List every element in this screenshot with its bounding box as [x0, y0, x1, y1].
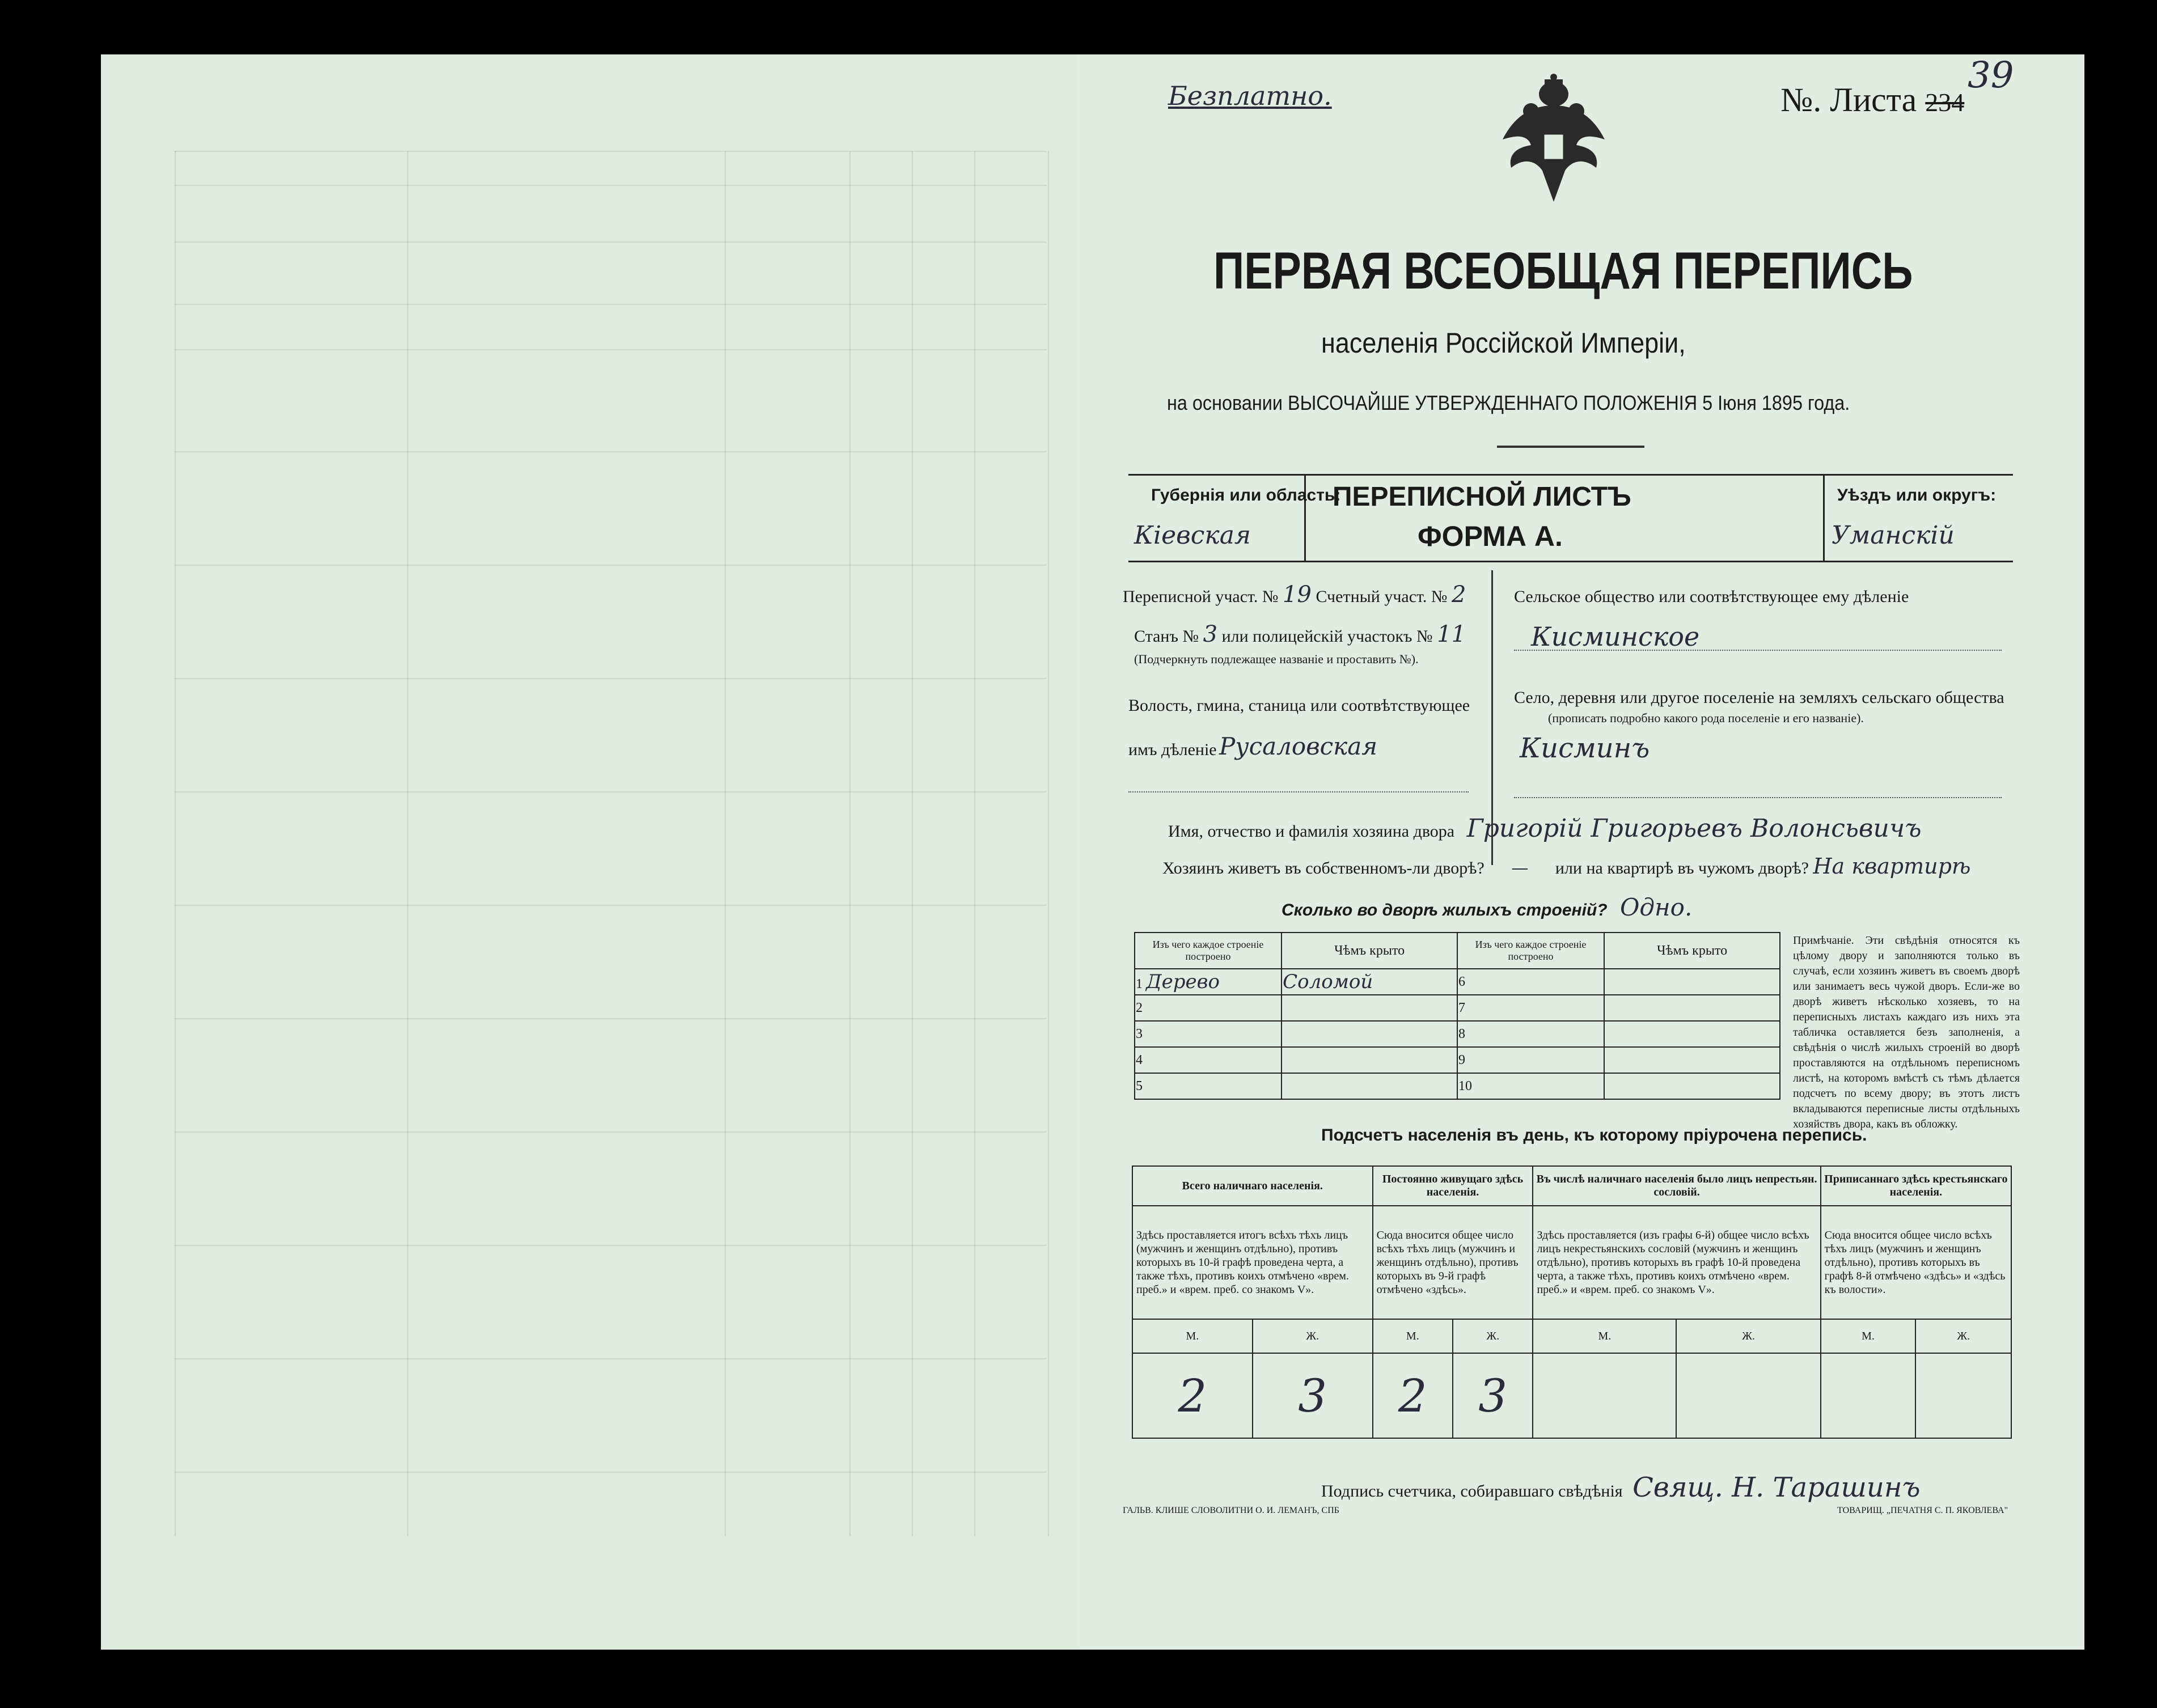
buildings-note: Примѣчаніе. Эти свѣдѣнія относятся къ цѣлому двору и заполняются только въ случаѣ, если хозяинъ живетъ въ своемъ дворѣ или занимаетъ весь чужой дворъ. Если-же во дворѣ живетъ нѣсколько хозяевъ, то на переписныхъ листахъ каждаго изъ нихъ эта табличка оставляется безъ заполненія, а свѣдѣнія о числѣ жилыхъ строеній во дворѣ проставляются на отдѣльномъ переписномъ листѣ, на которомъ вмѣстѣ съ тѣмъ дѣлается подсчетъ по всему двору; въ этотъ листъ вкладываются переписные листы отдѣльныхъ хозяйствъ двора, какъ въ обложку. — [1793, 934, 2020, 1130]
left-page-blank — [101, 54, 1088, 1650]
society-value: Кисминское — [1531, 621, 1700, 652]
ornament-divider — [1497, 446, 1644, 448]
printer-credit-right: ТОВАРИЩ. „ПЕЧАТНЯ С. П. ЯКОВЛЕВА" — [1837, 1506, 2008, 1515]
volost-label-2: имъ дѣленіе — [1128, 740, 1217, 759]
page-title: ПЕРВАЯ ВСЕОБЩАЯ ПЕРЕПИСЬ — [1213, 242, 1913, 300]
free-label: Безплатно. — [1168, 80, 1332, 111]
sheet-number-handwritten: 39 — [1968, 54, 2014, 96]
volost-value: Русаловская — [1219, 732, 1378, 760]
gubernia-value: Кіевская — [1134, 521, 1251, 550]
village-value: Кисминъ — [1520, 732, 1650, 764]
signature-field: Подпись счетчика, собиравшаго свѣдѣнія Свящ. Н. Тарашинъ — [1321, 1472, 1921, 1503]
sheet-number-label: №. Листа 234 — [1780, 81, 1965, 118]
form-title-line1: ПЕРЕПИСНОЙ ЛИСТЪ — [1333, 482, 1631, 512]
table-row: 5 10 — [1135, 1073, 1780, 1099]
volost-label: Волость, гмина, станица или соотвѣтствующее — [1128, 696, 1470, 715]
printer-credit-left: ГАЛЬВ. КЛИШЕ СЛОВОЛИТНИ О. И. ЛЕМАНЪ, СПБ — [1123, 1506, 1339, 1515]
owner-lives-field: Хозяинъ живетъ въ собственномъ-ли дворѣ? — или на квартирѣ въ чужомъ дворѣ? На квартирѣ — [1162, 854, 1971, 879]
population-table: Всего наличнаго населенія. Постоянно живущаго здѣсь населенія. Въ числѣ наличнаго населенія было лицъ непрестьян. сословій. Приписаннаго здѣсь крестьянскаго населенія. Здѣсь проставляется итогъ всѣхъ тѣхъ лицъ (мужчинъ и женщинъ отдѣльно), противъ которыхъ въ 10-й графѣ проведена черта, а также тѣхъ, противъ коихъ отмѣчено «врем. преб.» и «врем. преб. со знакомъ V». Сюда вносится общее число всѣхъ тѣхъ лицъ (мужчинъ и женщинъ отдѣльно), противъ которыхъ въ 9-й графѣ отмѣчено «здѣсь». Здѣсь проставляется (изъ графы 6-й) общее число всѣхъ лицъ некрестьянскихъ сословій (мужчинъ и женщинъ отдѣльно), противъ которыхъ въ графѣ 10-й проведена черта, а также тѣхъ, противъ коихъ отмѣчено «врем. преб.» и «врем. преб. со знакомъ V». Сюда вносится общее число всѣхъ тѣхъ лицъ (мужчинъ и женщинъ отдѣльно), противъ которыхъ въ графѣ 8-й отмѣчено «здѣсь» и «здѣсь къ волости». М. Ж. М. Ж. М. Ж. М. Ж. 2 3 2 3 — [1132, 1165, 2012, 1439]
uezd-label: Уѣздъ или округъ: — [1837, 486, 1997, 505]
form-header — [1128, 474, 2013, 562]
population-heading: Подсчетъ населенія въ день, къ которому пріурочена перепись. — [1321, 1126, 1867, 1145]
table-row: 2 7 — [1135, 995, 1780, 1021]
underline-note: (Подчеркнуть подлежащее названіе и проставить №). — [1134, 652, 1419, 666]
imperial-eagle-icon — [1497, 71, 1610, 213]
table-row: 1 Дерево Соломой 6 — [1135, 969, 1780, 995]
table-row: 3 8 — [1135, 1021, 1780, 1047]
table-row: 2 3 2 3 — [1132, 1353, 2011, 1438]
society-label: Сельское общество или соотвѣтствующее ему дѣленіе — [1514, 587, 1909, 606]
page-subtitle: населенія Россійской Имперіи, — [1321, 327, 1686, 359]
village-note: (прописать подробно какого рода поселеніе и его названіе). — [1548, 711, 1864, 725]
stan-field: Станъ № 3 или полицейскій участокъ № 11 — [1134, 621, 1466, 647]
legal-basis: на основании ВЫСОЧАЙШЕ УТВЕРЖДЕННАГО ПОЛОЖЕНІЯ 5 Іюня 1895 года. — [1167, 391, 1850, 414]
form-title-line2: ФОРМА А. — [1418, 520, 1563, 552]
uezd-value: Уманскій — [1832, 521, 1955, 550]
village-label: Село, деревня или другое поселеніе на земляхъ сельскаго общества — [1514, 688, 2004, 707]
census-form-page — [1077, 54, 2084, 1650]
buildings-table: Изъ чего каждое строеніе построено Чѣмъ крыто Изъ чего каждое строеніе построено Чѣмъ крыто 1 Дерево Соломой 6 2 7 3 8 4 9 5 10 — [1134, 932, 1780, 1100]
owner-name-field: Имя, отчество и фамилія хозяина двора Григорій Григорьевъ Волонсьвичъ — [1168, 814, 1922, 843]
buildings-count-field: Сколько во дворѣ жилыхъ строеній? Одно. — [1281, 893, 1693, 921]
gubernia-label: Губернія или область: — [1151, 486, 1341, 505]
table-row: 4 9 — [1135, 1047, 1780, 1073]
census-section-field: Переписной участ. № 19 Счетный участ. № 2 — [1123, 582, 1466, 608]
